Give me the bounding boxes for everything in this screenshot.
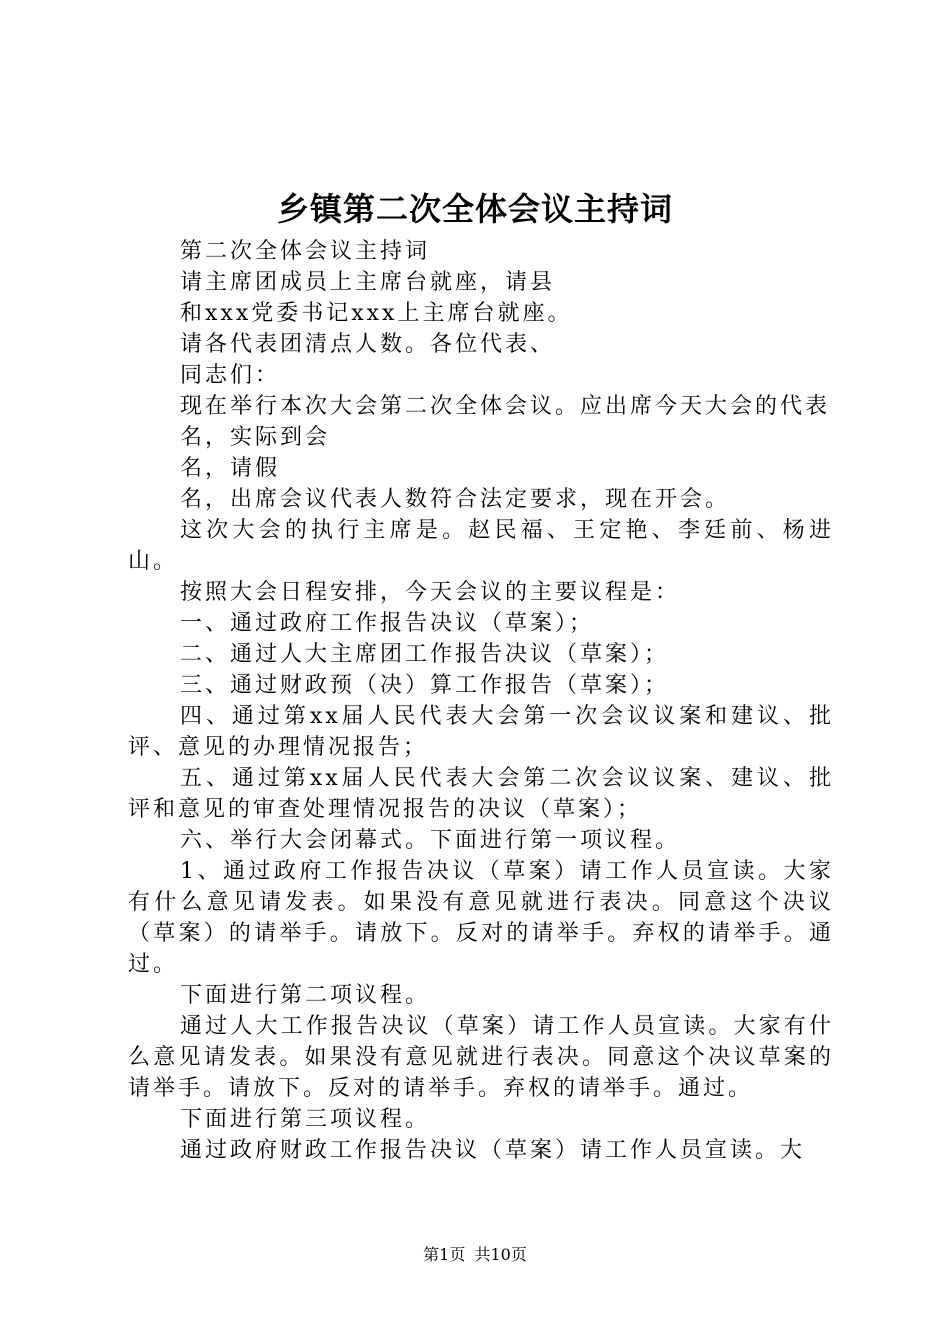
paragraph: 通过人大工作报告决议（草案）请工作人员宣读。大家有什么意见请发表。如果没有意见就进行表决。同意这个决议草案的请举手。请放下。反对的请举手。弃权的请举手。通过。 xyxy=(128,1014,834,1101)
document-title: 乡镇第二次全体会议主持词 xyxy=(276,190,673,228)
document-body xyxy=(128,236,834,1166)
paragraph: 名，实际到会 xyxy=(180,425,331,450)
page-total: 共10页 xyxy=(474,1245,527,1264)
paragraph: 按照大会日程安排，今天会议的主要议程是： xyxy=(180,580,681,605)
paragraph: 四、通过第xx届人民代表大会第一次会议议案和建议、批评、意见的办理情况报告； xyxy=(128,704,834,760)
paragraph: 五、通过第xx届人民代表大会第二次会议议案、建议、批评和意见的审查处理情况报告的决议（草案）； xyxy=(128,766,834,822)
page-footer xyxy=(0,1244,950,1266)
paragraph: 二、通过人大主席团工作报告决议（草案）； xyxy=(180,642,670,667)
paragraph: 名，出席会议代表人数符合法定要求，现在开会。 xyxy=(180,487,731,512)
paragraph: 通过政府财政工作报告决议（草案）请工作人员宣读。大 xyxy=(180,1138,806,1163)
paragraph: 第二次全体会议主持词 xyxy=(180,239,431,264)
paragraph: 名，请假 xyxy=(180,456,281,481)
paragraph: 这次大会的执行主席是。赵民福、王定艳、李廷前、杨进山。 xyxy=(128,518,834,574)
paragraph: 同志们： xyxy=(180,363,281,388)
paragraph: 现在举行本次大会第二次全体会议。应出席今天大会的代表 xyxy=(180,394,831,419)
paragraph: 下面进行第二项议程。 xyxy=(180,983,431,1008)
paragraph: 一、通过政府工作报告决议（草案）； xyxy=(180,611,595,636)
paragraph: 六、举行大会闭幕式。下面进行第一项议程。 xyxy=(180,828,681,853)
paragraph: 三、通过财政预（决）算工作报告（草案）； xyxy=(180,673,670,698)
paragraph: 和xxx党委书记xxx上主席台就座。 xyxy=(180,301,573,326)
paragraph: 请主席团成员上主席台就座，请县 xyxy=(180,270,556,295)
page-number: 第1页 xyxy=(423,1245,466,1264)
paragraph: 1、通过政府工作报告决议（草案）请工作人员宣读。大家有什么意见请发表。如果没有意见就进行表决。同意这个决议（草案）的请举手。请放下。反对的请举手。弃权的请举手。通过。 xyxy=(128,859,834,977)
paragraph: 下面进行第三项议程。 xyxy=(180,1107,431,1132)
paragraph: 请各代表团清点人数。各位代表、 xyxy=(180,332,556,357)
